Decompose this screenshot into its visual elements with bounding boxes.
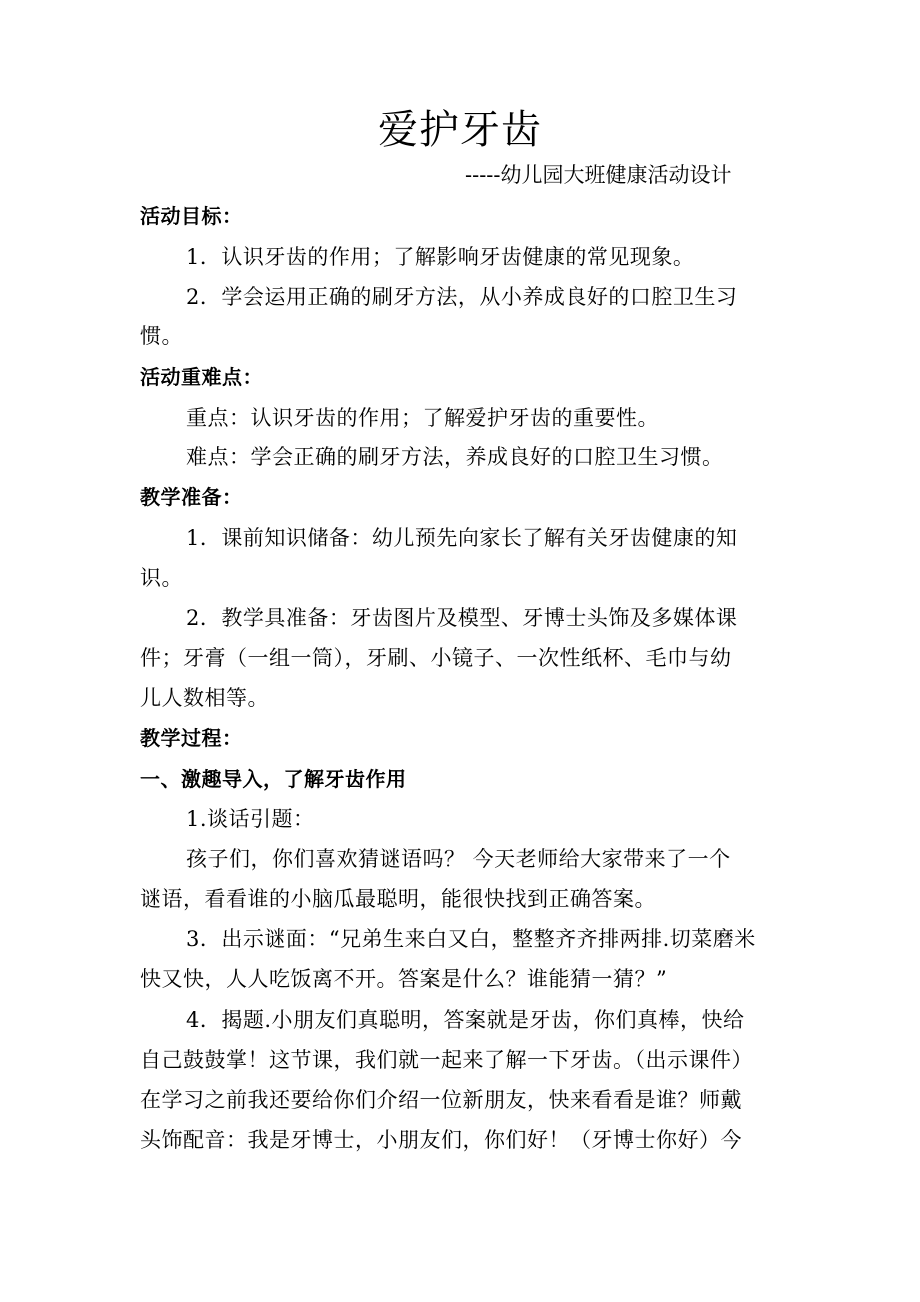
text-line: 谜语，看看谁的小脑瓜最聪明，能很快找到正确答案。 <box>140 887 656 911</box>
text-line: 难点：学会正确的刷牙方法，养成良好的口腔卫生习惯。 <box>186 445 724 469</box>
text-line: 孩子们，你们喜欢猜谜语吗？ 今天老师给大家带来了一个 <box>186 847 731 871</box>
text-line: 1．课前知识储备：幼儿预先向家长了解有关牙齿健康的知 <box>186 526 738 550</box>
text-line: 3．出示谜面：“兄弟生来白又白，整整齐齐排两排.切菜磨米 <box>186 927 756 951</box>
text-line: 在学习之前我还要给你们介绍一位新朋友，快来看看是谁？师戴 <box>140 1088 742 1112</box>
text-line: 儿人数相等。 <box>140 686 269 710</box>
subsection-heading: 一、激趣导入，了解牙齿作用 <box>140 767 407 791</box>
text-line: 惯。 <box>140 324 183 348</box>
section-heading-key-points: 活动重难点： <box>140 365 263 389</box>
text-line: 1.谈话引题： <box>186 807 315 831</box>
text-line: 重点：认识牙齿的作用；了解爱护牙齿的重要性。 <box>186 406 659 430</box>
text-line: 自己鼓鼓掌！这节课，我们就一起来了解一下牙齿。（出示课件） <box>140 1048 753 1072</box>
text-line: 1．认识牙齿的作用；了解影响牙齿健康的常见现象。 <box>186 245 695 269</box>
text-line: 识。 <box>140 566 183 590</box>
document-subtitle: -----幼儿园大班健康活动设计 <box>465 163 732 187</box>
section-heading-process: 教学过程： <box>140 726 243 750</box>
document-title: 爱护牙齿 <box>378 107 542 153</box>
text-line: 快又快，人人吃饭离不开。答案是什么？谁能猜一猜？” <box>140 967 668 991</box>
text-line: 4．揭题.小朋友们真聪明，答案就是牙齿，你们真棒，快给 <box>186 1008 745 1032</box>
text-line: 2．教学具准备：牙齿图片及模型、牙博士头饰及多媒体课 <box>186 606 738 630</box>
section-heading-goals: 活动目标： <box>140 204 243 228</box>
section-heading-preparation: 教学准备： <box>140 485 243 509</box>
text-line: 件；牙膏（一组一筒），牙刷、小镜子、一次性纸杯、毛巾与幼 <box>140 646 732 670</box>
text-line: 2．学会运用正确的刷牙方法，从小养成良好的口腔卫生习 <box>186 285 738 309</box>
text-line: 头饰配音：我是牙博士，小朋友们，你们好！（牙博士你好）今 <box>140 1128 742 1152</box>
